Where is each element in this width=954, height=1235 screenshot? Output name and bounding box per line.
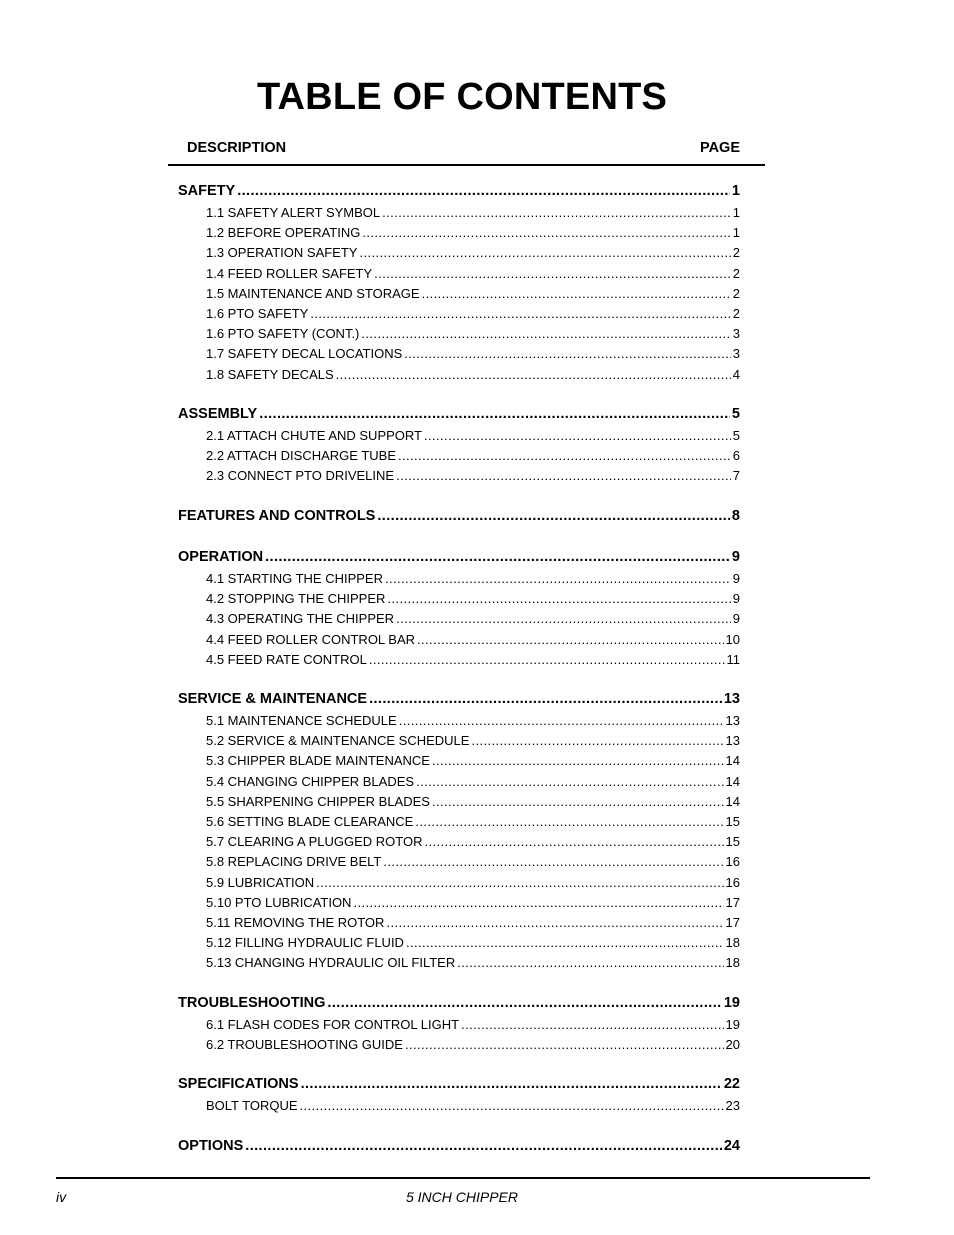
toc-subsection-page: 3 xyxy=(732,346,740,362)
toc-subsection-title: 5.4 CHANGING CHIPPER BLADES xyxy=(206,773,415,789)
toc-section-entry[interactable] xyxy=(178,183,740,203)
toc-subsection-entry[interactable] xyxy=(178,713,740,731)
toc-leader-dots xyxy=(359,245,730,260)
toc-subsection-title: 5.12 FILLING HYDRAULIC FLUID xyxy=(206,935,404,951)
toc-leader-dots xyxy=(336,367,731,382)
toc-subsection-title: 1.5 MAINTENANCE AND STORAGE xyxy=(206,285,420,301)
toc-subsection-title: 5.11 REMOVING THE ROTOR xyxy=(206,915,385,930)
toc-subsection-page: 15 xyxy=(725,814,740,829)
toc-subsection-entry[interactable] xyxy=(178,428,740,446)
toc-subsection-page: 2 xyxy=(732,306,740,321)
toc-subsection-title: 4.4 FEED ROLLER CONTROL BAR xyxy=(206,631,416,647)
toc-section-entry[interactable] xyxy=(178,691,740,711)
toc-subsection-entry[interactable] xyxy=(178,794,740,812)
toc-subsection-entry[interactable] xyxy=(178,733,740,751)
toc-subsection-entry[interactable] xyxy=(178,245,740,263)
toc-subsection-page: 14 xyxy=(725,753,740,769)
footer-product-name: 5 INCH CHIPPER xyxy=(405,1189,519,1205)
toc-leader-dots xyxy=(385,571,731,586)
toc-leader-dots xyxy=(383,854,723,869)
toc-leader-dots xyxy=(237,183,730,199)
toc-section-title: OPERATION xyxy=(178,549,264,565)
toc-subsection-entry[interactable] xyxy=(178,367,740,385)
toc-section-entry[interactable] xyxy=(178,995,740,1015)
toc-subsection-title: 6.1 FLASH CODES FOR CONTROL LIGHT xyxy=(206,1017,460,1032)
toc-subsection-page: 14 xyxy=(725,773,740,789)
toc-subsection-title: 6.2 TROUBLESHOOTING GUIDE xyxy=(206,1037,403,1053)
toc-subsection-page: 6 xyxy=(732,448,740,464)
toc-subsection-page: 18 xyxy=(725,935,740,951)
toc-leader-dots xyxy=(457,955,723,970)
toc-subsection-page: 13 xyxy=(725,713,740,728)
toc-section-entry[interactable] xyxy=(178,1076,740,1096)
toc-leader-dots xyxy=(415,814,723,829)
toc-section-entry[interactable] xyxy=(178,406,740,426)
toc-subsection-page: 13 xyxy=(725,733,740,749)
toc-subsection-title: 5.6 SETTING BLADE CLEARANCE xyxy=(206,814,414,829)
toc-leader-dots xyxy=(405,1037,724,1052)
toc-subsection-title: 1.7 SAFETY DECAL LOCATIONS xyxy=(206,346,403,362)
description-column-header: DESCRIPTION xyxy=(187,140,287,156)
toc-leader-dots xyxy=(416,774,723,789)
toc-subsection-title: 1.6 PTO SAFETY xyxy=(206,306,309,321)
toc-subsection-page: 23 xyxy=(725,1098,740,1113)
toc-leader-dots xyxy=(382,205,731,220)
toc-leader-dots xyxy=(432,753,724,768)
toc-subsection-entry[interactable] xyxy=(178,346,740,364)
toc-section-page: 13 xyxy=(723,691,740,707)
toc-subsection-entry[interactable] xyxy=(178,591,740,609)
toc-subsection-title: 5.13 CHANGING HYDRAULIC OIL FILTER xyxy=(206,955,456,971)
toc-leader-dots xyxy=(259,406,730,422)
toc-leader-dots xyxy=(316,875,723,890)
toc-leader-dots xyxy=(377,508,730,524)
toc-subsection-page: 4 xyxy=(732,366,740,382)
toc-subsection-entry[interactable] xyxy=(178,854,740,872)
toc-leader-dots xyxy=(245,1138,722,1154)
toc-subsection-entry[interactable] xyxy=(178,326,740,344)
toc-subsection-page: 2 xyxy=(732,245,740,261)
toc-section-page: 24 xyxy=(723,1138,740,1154)
toc-subsection-page: 9 xyxy=(732,571,740,586)
toc-leader-dots xyxy=(417,632,724,647)
toc-subsection-title: 1.8 SAFETY DECALS xyxy=(206,366,334,382)
toc-leader-dots xyxy=(398,448,731,463)
toc-leader-dots xyxy=(369,652,725,667)
toc-leader-dots xyxy=(310,306,730,321)
toc-subsection-entry[interactable] xyxy=(178,753,740,771)
toc-subsection-title: 1.2 BEFORE OPERATING xyxy=(206,225,361,241)
toc-leader-dots xyxy=(300,1098,724,1113)
toc-leader-dots xyxy=(362,225,730,240)
toc-subsection-title: 1.3 OPERATION SAFETY xyxy=(206,245,358,261)
toc-subsection-page: 17 xyxy=(725,894,740,910)
toc-subsection-page: 15 xyxy=(725,834,740,850)
toc-subsection-entry[interactable] xyxy=(178,571,740,589)
toc-leader-dots xyxy=(396,468,731,483)
toc-leader-dots xyxy=(265,549,730,565)
footer-divider xyxy=(56,1177,870,1179)
toc-section-page: 5 xyxy=(731,406,740,422)
toc-subsection-entry[interactable] xyxy=(178,448,740,466)
toc-subsection-page: 16 xyxy=(725,854,740,870)
toc-leader-dots xyxy=(461,1017,723,1032)
toc-section-title: TROUBLESHOOTING xyxy=(178,995,326,1011)
toc-subsection-entry[interactable] xyxy=(178,895,740,913)
toc-section-entry[interactable] xyxy=(178,549,740,569)
toc-subsection-title: 5.5 SHARPENING CHIPPER BLADES xyxy=(206,793,430,809)
toc-subsection-entry[interactable] xyxy=(178,1098,740,1116)
toc-subsection-entry[interactable] xyxy=(178,875,740,893)
toc-subsection-title: 4.5 FEED RATE CONTROL xyxy=(206,651,367,667)
toc-subsection-entry[interactable] xyxy=(178,915,740,933)
toc-subsection-page: 5 xyxy=(732,428,740,443)
toc-leader-dots xyxy=(406,935,724,950)
toc-subsection-page: 14 xyxy=(725,793,740,809)
toc-subsection-entry[interactable] xyxy=(178,611,740,629)
toc-subsection-title: 5.2 SERVICE & MAINTENANCE SCHEDULE xyxy=(206,733,470,749)
toc-subsection-title: BOLT TORQUE xyxy=(206,1098,298,1113)
toc-leader-dots xyxy=(396,611,731,626)
page-title: TABLE OF CONTENTS xyxy=(256,76,668,118)
toc-subsection-title: 2.1 ATTACH CHUTE AND SUPPORT xyxy=(206,428,422,443)
toc-subsection-page: 3 xyxy=(732,326,740,342)
toc-subsection-entry[interactable] xyxy=(178,286,740,304)
toc-subsection-title: 5.3 CHIPPER BLADE MAINTENANCE xyxy=(206,753,430,769)
toc-subsection-entry[interactable] xyxy=(178,205,740,223)
toc-subsection-page: 1 xyxy=(732,225,740,241)
toc-leader-dots xyxy=(361,326,730,341)
toc-section-title: FEATURES AND CONTROLS xyxy=(178,508,376,524)
toc-subsection-title: 4.1 STARTING THE CHIPPER xyxy=(206,571,383,586)
footer-page-number: iv xyxy=(56,1189,67,1205)
toc-subsection-entry[interactable] xyxy=(178,632,740,650)
toc-subsection-title: 4.3 OPERATING THE CHIPPER xyxy=(206,611,395,627)
toc-subsection-page: 17 xyxy=(725,915,740,930)
toc-subsection-entry[interactable] xyxy=(178,306,740,324)
toc-section-entry[interactable] xyxy=(178,508,740,528)
toc-subsection-page: 18 xyxy=(725,955,740,971)
toc-subsection-entry[interactable] xyxy=(178,652,740,670)
toc-subsection-title: 5.8 REPLACING DRIVE BELT xyxy=(206,854,382,870)
toc-subsection-title: 4.2 STOPPING THE CHIPPER xyxy=(206,591,386,607)
toc-section-page: 9 xyxy=(731,549,740,565)
toc-subsection-page: 16 xyxy=(725,874,740,890)
toc-leader-dots xyxy=(404,346,731,361)
toc-subsection-title: 5.7 CLEARING A PLUGGED ROTOR xyxy=(206,834,423,850)
page-column-header: PAGE xyxy=(699,140,740,156)
toc-subsection-title: 5.9 LUBRICATION xyxy=(206,874,315,890)
toc-subsection-page: 9 xyxy=(732,611,740,627)
toc-subsection-entry[interactable] xyxy=(178,834,740,852)
toc-subsection-entry[interactable] xyxy=(178,266,740,284)
toc-subsection-entry[interactable] xyxy=(178,1017,740,1035)
toc-leader-dots xyxy=(327,995,721,1011)
toc-leader-dots xyxy=(301,1076,722,1092)
toc-subsection-page: 2 xyxy=(732,265,740,281)
toc-subsection-page: 10 xyxy=(725,631,740,647)
toc-leader-dots xyxy=(374,266,731,281)
toc-leader-dots xyxy=(471,733,723,748)
toc-subsection-title: 5.10 PTO LUBRICATION xyxy=(206,894,352,910)
toc-subsection-title: 2.3 CONNECT PTO DRIVELINE xyxy=(206,468,395,484)
toc-section-page: 22 xyxy=(723,1076,740,1092)
toc-subsection-page: 20 xyxy=(725,1037,740,1053)
toc-subsection-entry[interactable] xyxy=(178,814,740,832)
toc-subsection-entry[interactable] xyxy=(178,225,740,243)
toc-leader-dots xyxy=(369,691,722,707)
toc-subsection-title: 1.6 PTO SAFETY (CONT.) xyxy=(206,326,360,342)
toc-subsection-entry[interactable] xyxy=(178,774,740,792)
toc-leader-dots xyxy=(353,895,723,910)
toc-section-entry[interactable] xyxy=(178,1138,740,1158)
toc-subsection-page: 19 xyxy=(725,1017,740,1032)
toc-subsection-entry[interactable] xyxy=(178,955,740,973)
toc-subsection-page: 1 xyxy=(732,205,740,220)
toc-subsection-title: 5.1 MAINTENANCE SCHEDULE xyxy=(206,713,397,728)
toc-subsection-page: 9 xyxy=(732,591,740,607)
header-divider xyxy=(168,164,765,166)
toc-leader-dots xyxy=(425,834,724,849)
toc-leader-dots xyxy=(422,286,731,301)
toc-leader-dots xyxy=(399,713,724,728)
toc-section-title: ASSEMBLY xyxy=(178,406,258,422)
toc-subsection-page: 11 xyxy=(726,651,740,667)
toc-section-page: 1 xyxy=(731,183,740,199)
toc-subsection-page: 7 xyxy=(732,468,740,484)
toc-subsection-title: 2.2 ATTACH DISCHARGE TUBE xyxy=(206,448,396,464)
toc-subsection-entry[interactable] xyxy=(178,468,740,486)
toc-leader-dots xyxy=(386,915,723,930)
toc-section-title: SAFETY xyxy=(178,183,236,199)
toc-section-title: SERVICE & MAINTENANCE xyxy=(178,691,368,707)
toc-section-title: SPECIFICATIONS xyxy=(178,1076,299,1092)
toc-leader-dots xyxy=(424,428,731,443)
toc-subsection-entry[interactable] xyxy=(178,935,740,953)
toc-subsection-title: 1.4 FEED ROLLER SAFETY xyxy=(206,265,373,281)
toc-subsection-page: 2 xyxy=(732,285,740,301)
toc-leader-dots xyxy=(387,591,730,606)
toc-section-page: 8 xyxy=(731,508,740,524)
toc-leader-dots xyxy=(432,794,724,809)
toc-subsection-entry[interactable] xyxy=(178,1037,740,1055)
toc-section-title: OPTIONS xyxy=(178,1138,244,1154)
toc-section-page: 19 xyxy=(723,995,740,1011)
toc-subsection-title: 1.1 SAFETY ALERT SYMBOL xyxy=(206,205,381,220)
